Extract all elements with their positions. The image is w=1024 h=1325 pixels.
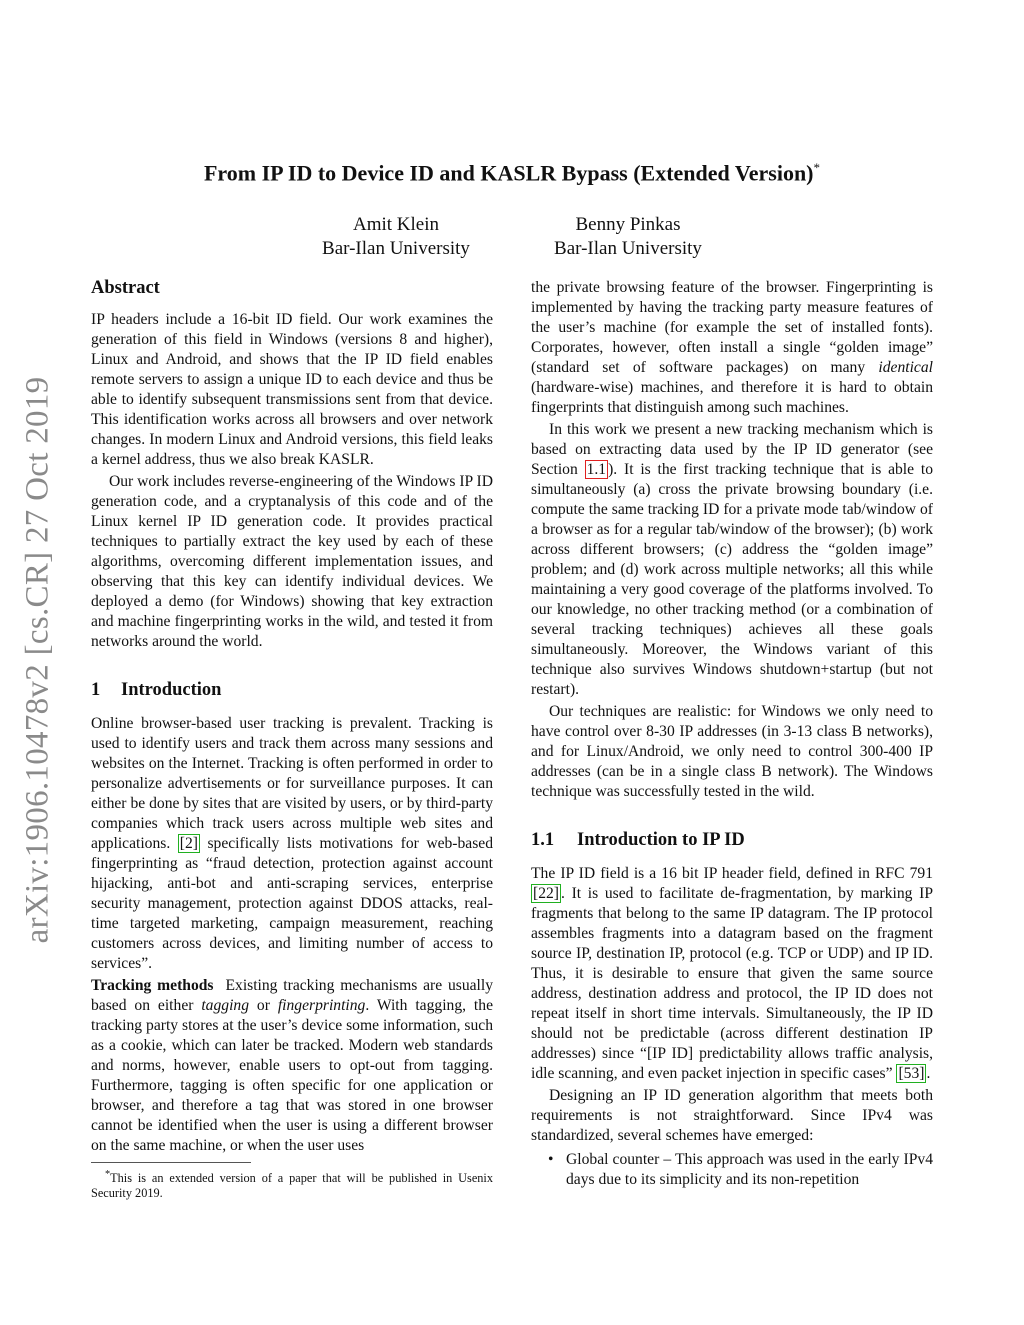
text-run: ). It is the first tracking technique that is able to simultaneously (a) cross the private browsing boundary (i.e. compute the same tracking ID for a private mode tab/window of a browser as for a regular tab/window of the browser); (b) work across different browsers; (c) address the “golden image” problem; and (d) work across multiple networks; all this while maintaining a very good coverage of the platforms involved. To our knowledge, no other tracking method (or a combination of several tracking techniques) achieves all these goals simultaneously. Moreover, the Windows variant of this technique also survives Windows shutdown+startup (but not restart). xyxy=(531,461,933,698)
author-affiliation: Bar-Ilan University xyxy=(322,238,470,259)
italic-term: tagging xyxy=(201,997,249,1014)
section-title: Introduction xyxy=(121,680,222,700)
footnote-text: This is an extended version of a paper that will be published in Usenix Security 2019. xyxy=(91,1171,493,1201)
italic-term: identical xyxy=(878,359,933,376)
arxiv-identifier: arXiv:1906.10478v2 [cs.CR] 27 Oct 2019 xyxy=(19,376,56,944)
citation-link[interactable]: [2] xyxy=(179,835,198,852)
left-column xyxy=(91,278,493,1203)
section-number: 1 xyxy=(91,680,101,700)
subsection-title: Introduction to IP ID xyxy=(577,830,745,850)
text-run: . xyxy=(926,1065,931,1082)
subsection-heading-ip-id xyxy=(531,830,933,850)
author-name: Benny Pinkas xyxy=(575,214,681,235)
right-column xyxy=(531,278,933,1190)
intro-paragraph-3: Our techniques are realistic: for Windows we only need to have control over 8-30 IP addresses (in 3-13 class B networks), and for Linux/Android, we only need to control 300-400 IP addresses (can be in a single class B network). The Windows technique was successfully tested in the wild. xyxy=(531,703,933,800)
section-reference-link[interactable]: 1.1 xyxy=(586,461,607,478)
citation-link[interactable]: [22] xyxy=(533,885,559,902)
author-name: Amit Klein xyxy=(352,214,440,235)
footnote-mark: * xyxy=(105,1169,111,1180)
text-run: Existing tracking mechanisms are usually based on either xyxy=(91,977,493,1014)
footnote-rule xyxy=(91,1162,251,1163)
author-2 xyxy=(528,213,728,261)
footnote xyxy=(91,1167,493,1201)
text-run: specifically lists motivations for web-based fingerprinting as “fraud detection, protection against account hijacking, anti-bot and anti-scraping services, enterprise security management, protection against DDOS attacks, real-time targeted marketing, campaign measurement, reaching customers across devices, and limiting number of access to services”. xyxy=(91,835,493,972)
text-run: Online browser-based user tracking is prevalent. Tracking is used to identify users and track them across many sessions and websites on the Internet. Tracking is often performed in order to personalize advertisements or for surveillance purposes. It can either be done by sites that are visited by users, or by third-party companies which track users across multiple web sites and applications. xyxy=(91,715,493,852)
tracking-methods-paragraph xyxy=(91,976,493,1156)
text-run: or xyxy=(249,997,278,1014)
abstract-heading: Abstract xyxy=(91,278,160,298)
ipid-paragraph-2: Designing an IP ID generation algorithm that meets both requirements is not straightforward. Since IPv4 was standardized, several schemes have emerged: xyxy=(531,1087,933,1144)
run-in-heading: Tracking methods xyxy=(91,977,214,994)
intro-paragraph-1 xyxy=(91,714,493,974)
italic-term: fingerprinting xyxy=(277,997,366,1014)
scheme-list xyxy=(531,1150,933,1190)
title-text: From IP ID to Device ID and KASLR Bypass (Extended Version) xyxy=(203,160,814,186)
text-run: . With tagging, the tracking party stores at the user’s device some information, such as a cookie, which can later be tracked. Modern web standards and norms, however, enable users to opt-out from tagging. Furthermore, tagging is often specific for one application or browser, and therefore a tag that was stored in one browser cannot be identified when the user is using a different browser on the same machine, or when the user uses xyxy=(91,997,493,1154)
citation-link[interactable]: [53] xyxy=(898,1065,925,1082)
author-1 xyxy=(296,213,496,261)
intro-paragraph-continued xyxy=(531,278,933,418)
intro-paragraph-2 xyxy=(531,420,933,700)
ipid-paragraph-1 xyxy=(531,864,933,1084)
text-run: the private browsing feature of the browser. Fingerprinting is implemented by having the tracking party measure features of the user’s machine (for example the set of installed fonts). Corporates, however, often install a single “golden image” (standard set of software packages) on many xyxy=(531,279,933,376)
text-run: . It is used to facilitate de-fragmentation, by marking IP fragments that belong to the same IP datagram. The IP protocol assembles fragments into a datagram based on the fragment source IP, destination IP, protocol (e.g. TCP or UDP) and IP ID. Thus, it is desirable to ensure that given the same source address, destination address and protocol, the IP ID does not repeat itself in short time intervals. Simultaneously, the IP ID should not be predictable (across different destination IP addresses) since “[IP ID] predictability allows traffic analysis, idle scanning, and even packet injection in specific cases” xyxy=(531,885,933,1082)
section-heading-introduction xyxy=(91,680,493,700)
abstract-paragraph-1: IP headers include a 16-bit ID field. Our work examines the generation of this field in Windows (versions 8 and higher), Linux and Android, and shows that the IP ID field enables remote servers to assign a unique ID to each device and thus be able to identify subsequent transmissions sent from that device. This identification works across all browsers and over network changes. In modern Linux and Android versions, this field leaks a kernel address, thus we also break KASLR. xyxy=(91,311,493,468)
text-run: In this work we present a new tracking mechanism which is based on extracting data used by the IP ID generator (see Section xyxy=(531,421,933,478)
title-footnote-mark[interactable]: * xyxy=(813,160,821,175)
text-run: (hardware-wise) machines, and therefore it is hard to obtain fingerprints that distinguish among such machines. xyxy=(531,379,933,416)
paper-title xyxy=(0,160,1024,186)
author-affiliation: Bar-Ilan University xyxy=(554,238,702,259)
text-run: The IP ID field is a 16 bit IP header field, defined in RFC 791 xyxy=(531,865,933,882)
subsection-number: 1.1 xyxy=(531,830,555,850)
abstract-paragraph-2: Our work includes reverse-engineering of the Windows IP ID generation code, and a cryptanalysis of this code and of the Linux kernel IP ID generation code. It provides practical techniques to partially extract the key used by each of these algorithms, overcoming different implementation issues, and observing that this key can identify individual devices. We deployed a demo (for Windows) showing that key extraction and machine fingerprinting works in the wild, and tested it from networks around the world. xyxy=(91,473,493,650)
list-item: • Global counter – This approach was used in the early IPv4 days due to its simplicity and its non-repetition xyxy=(566,1150,933,1190)
